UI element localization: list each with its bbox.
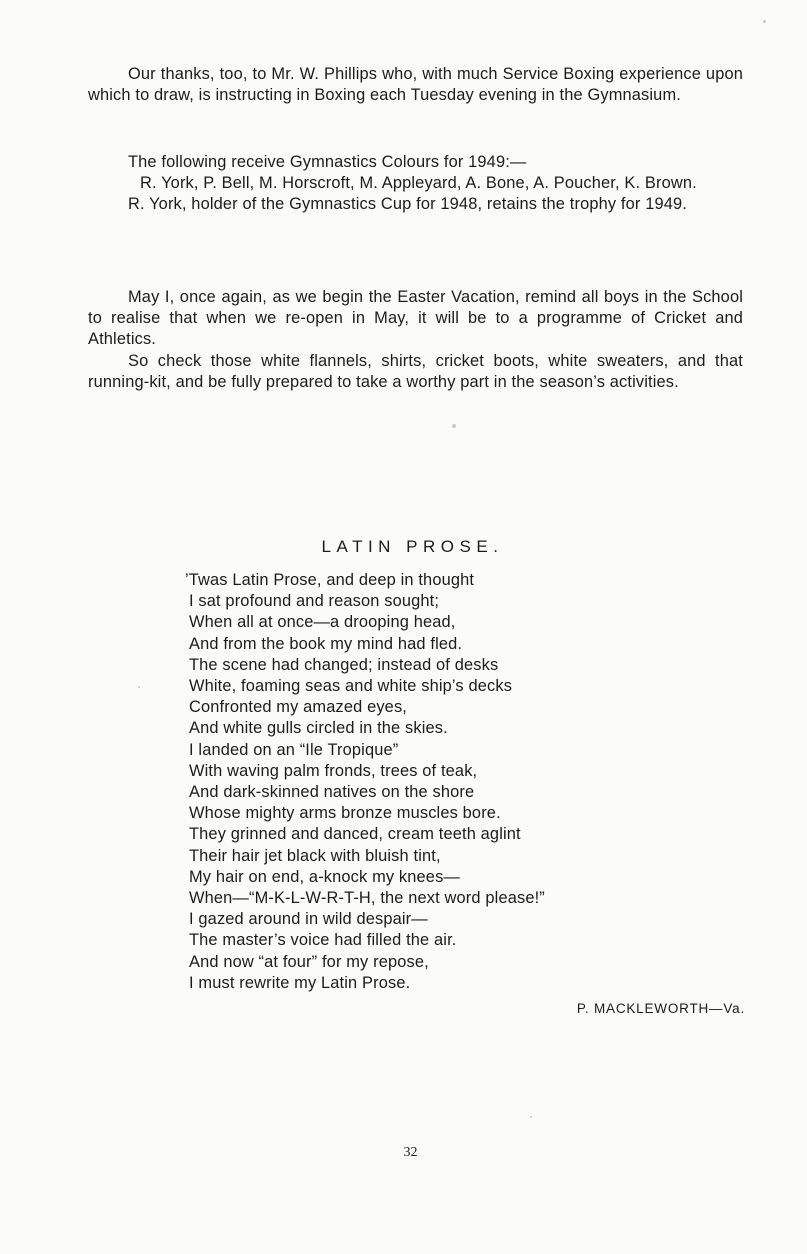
poem-line: White, foaming seas and white ship’s decks: [189, 677, 513, 696]
colours-intro-paragraph: The following receive Gymnastics Colours for 1949:—: [128, 153, 527, 171]
poem-line: I must rewrite my Latin Prose.: [189, 973, 411, 992]
boxing-paragraph: Our thanks, too, to Mr. W. Phillips who, with much Service Boxing experience upon which to draw, is instructing in Boxing each Tuesday evening in the Gymnasium.: [88, 65, 743, 105]
boxing-section: [88, 64, 743, 106]
poem-line: I landed on an “Ile Tropique”: [189, 740, 399, 759]
poem-line: Whose mighty arms bronze muscles bore.: [189, 804, 501, 823]
cricket-preparation-paragraph: So check those white flannels, shirts, cricket boots, white sweaters, and that running-kit, and be fully prepared to take a worthy part in the season’s activities.: [88, 351, 743, 391]
poem-line: The scene had changed; instead of desks: [189, 655, 499, 674]
colours-recipients-paragraph: R. York, P. Bell, M. Horscroft, M. Appleyard, A. Bone, A. Poucher, K. Brown.: [140, 174, 697, 193]
poem-line: I sat profound and reason sought;: [189, 592, 440, 611]
poem-title: LATIN PROSE.: [321, 537, 504, 556]
poem-line: And white gulls circled in the skies.: [189, 719, 448, 738]
scan-speck: [763, 20, 766, 23]
poem-line: Confronted my amazed eyes,: [189, 698, 407, 717]
poem-line: When—“M-K-L-W-R-T-H, the next word please!”: [189, 889, 545, 908]
poem-line: They grinned and danced, cream teeth aglint: [189, 825, 521, 844]
poem-line: And now “at four” for my repose,: [189, 952, 429, 971]
poem-line: My hair on end, a-knock my knees—: [189, 867, 460, 886]
gymnastics-cup-paragraph: R. York, holder of the Gymnastics Cup for 1948, retains the trophy for 1949.: [128, 195, 687, 214]
poem-line: With waving palm fronds, trees of teak,: [189, 761, 478, 780]
poem-line: I gazed around in wild despair—: [189, 910, 428, 929]
scan-speck: [138, 686, 140, 688]
scan-speck: [530, 1116, 532, 1118]
gymnastics-colours-section: [88, 152, 743, 216]
page-number: 32: [403, 1145, 418, 1160]
poem-body: [185, 570, 545, 994]
poem-line: And from the book my mind had fled.: [189, 634, 463, 653]
poem-line: ’Twas Latin Prose, and deep in thought: [185, 571, 475, 589]
poem-line: Their hair jet black with bluish tint,: [189, 846, 441, 865]
poem-line: The master’s voice had filled the air.: [189, 931, 457, 950]
scan-speck: [452, 424, 456, 428]
poem-author: P. MACKLEWORTH—Va.: [576, 1001, 745, 1016]
easter-vacation-section: [88, 287, 743, 393]
poem-line: And dark-skinned natives on the shore: [189, 783, 475, 802]
vacation-reminder-paragraph: May I, once again, as we begin the Easter Vacation, remind all boys in the School to realise that when we re-open in May, it will be to a programme of Cricket and Athletics.: [88, 288, 743, 349]
poem-line: When all at once—a drooping head,: [189, 613, 456, 632]
